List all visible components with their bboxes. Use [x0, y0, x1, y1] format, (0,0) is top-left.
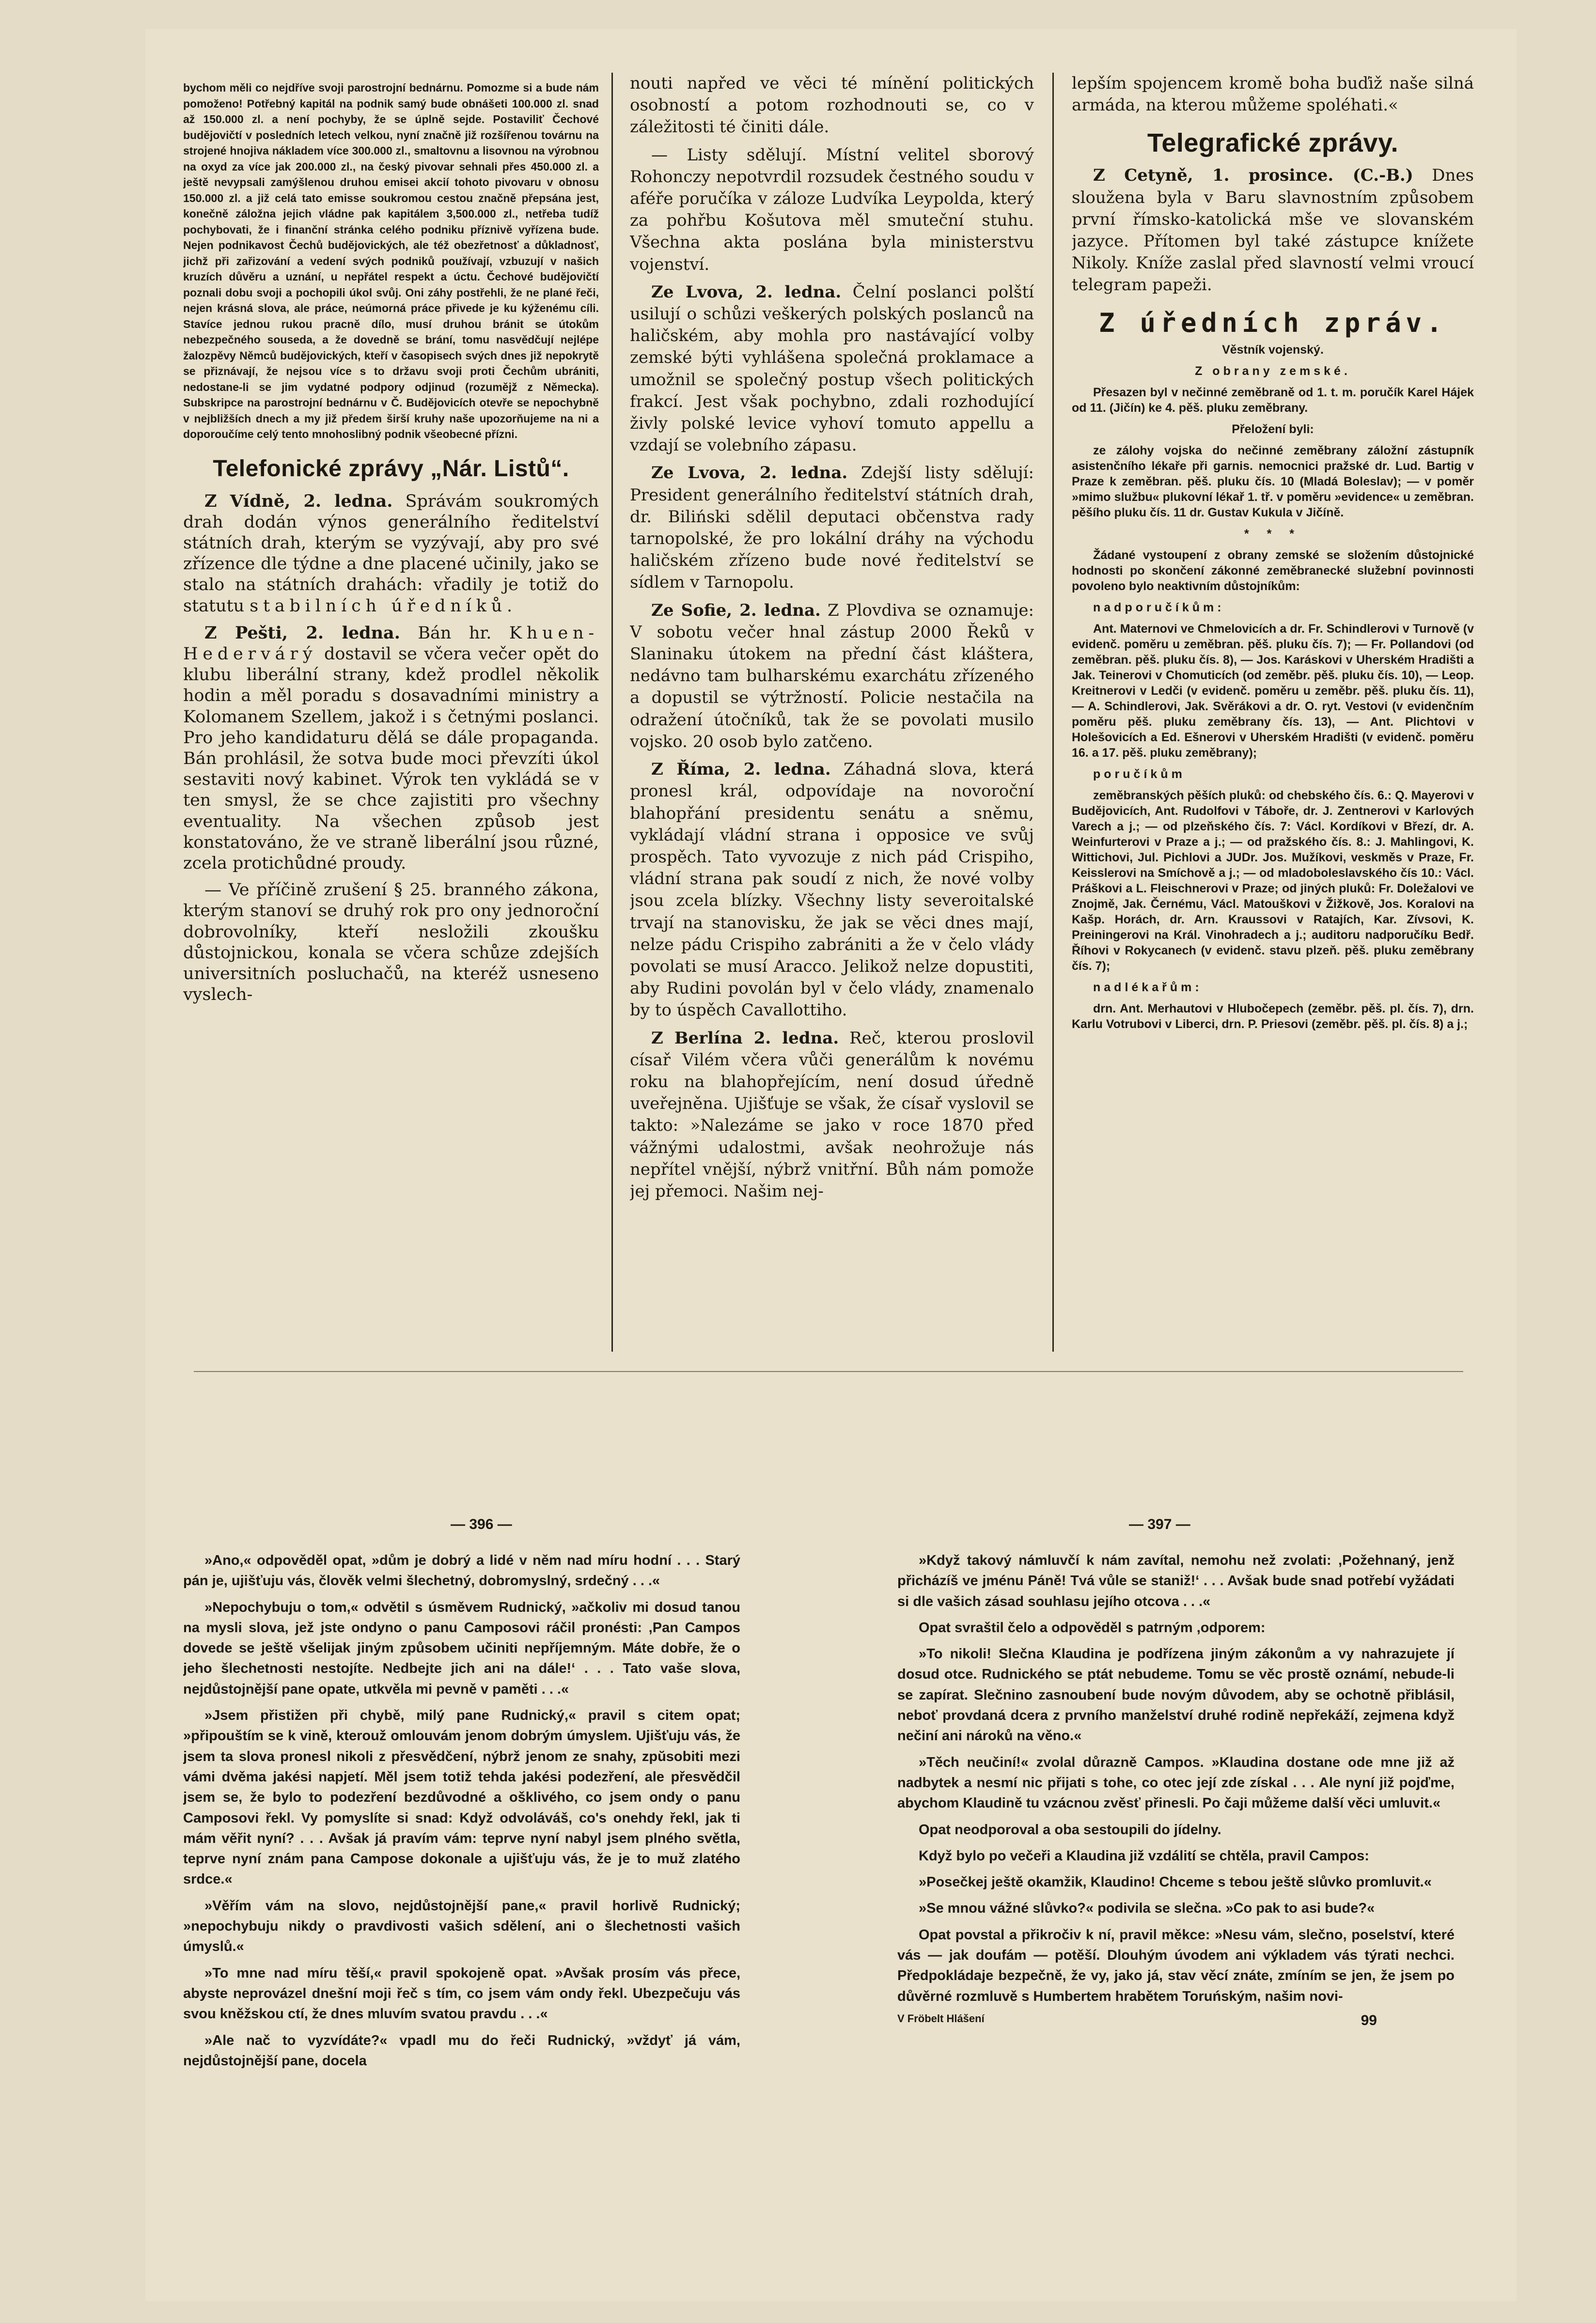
subheading-prelozeni: Přeložení byli: [1232, 422, 1314, 436]
notice-nadpor-names: Ant. Maternovi ve Chmelovicích a dr. Fr. Schindlerovi v Turnově (v evidenč. poměru u zeměbran. pěš. pluku čís. 7); — Fr. Pollandovi (od zeměbran. pěš. pluku čís. 8), — Jos. Karáskovi v Uherském Hradišti a Jak. Teinerovi v Chomuticích (od zeměbr. pěš. pluku čís. 10), — Leop. Kreitnerovi v Ledči (v evidenč. poměru u zeměbr. pěš. pluku čís. 11), — A. Schindlerovi, Jak. Svěrákovi a dr. O. ryt. Vestovi (v evidenčním poměru pěš. pluku zeměbrany čís. 13), — Ant. Plichtovi v Holešovicích a Ed. Ešnerovi v Uherském Hradišti (v evidenč. poměru 16. a 17. pěš. pluku zeměbrany); [1072, 622, 1474, 760]
heading-telegraficke-zpravy: Telegrafické zprávy. [1147, 128, 1399, 158]
heading-z-uradnich-zprav: Z úředních zpráv. [1099, 307, 1447, 338]
dateline-rim: Z Říma, 2. ledna. [651, 760, 831, 780]
notice-por-names: zeměbranských pěších pluků: od chebského čís. 6.: Q. Mayerovi v Budějovicích, Ant. Rudolfovi v Táboře, dr. J. Zentnerovi v Karlových Varech a j.; — od plzeňského čís. 7: Václ. Kordíkovi v Březí, dr. A. Weinfurterovi v Praze a j.; — od pražského čís. 8.: J. Mahlingovi, K. Wittichovi, Jul. Pichlovi a JUDr. Jos. Mužíkovi, veskměs v Praze, Fr. Keisslerovi na Smíchově a j.; — od mladoboleslavského čís 10.: Václ. Práškovi a L. Fleischnerovi v Praze; od jiných pluků: Fr. Doležalovi ve Znojmě, Jak. Černému, Václ. Matouškovi v Žižkově, Jos. Koralovi na Kašp. Horách, dr. Arn. Kraussovi v Ratajích, Kar. Zívsovi, K. Preiningerovi na Král. Vinohradech a j.; auditoru nadporučíku Bedř. Říhovi v Rokycanech (v evidenč. stavu plzeň. pěš. pluku zeměbrany čís. 7); [1072, 788, 1474, 973]
column-rule-1 [611, 73, 613, 1352]
list-nadporucikum: nadporučíkům: [1093, 600, 1225, 614]
subheading-z-obrany: Z obrany zemské. [1195, 364, 1351, 378]
dateline-lvov-2: Ze Lvova, 2. ledna. [651, 463, 848, 483]
feuilleton-left-p3: »Jsem přistižen při chybě, milý pane Rudnický,« pravil s citem opat; »připouštím se k vině, kterouž omlouvám jenom dobrým úmyslem. Ujišťuju vás, že jsem ta slova pronesl nikoli z přesvědčení, nýbrž jenom ze snahy, zpŭsobiti mezi vámi dvěma jakési napjetí. Měl jsem totiž tehda jakési podezření, ale přesvědčil jsem se, že bylo to podezření bezdůvodné a ošklivého, co jsem ondy o panu Camposovi řekl. Vy pomyslíte si snad: Když odvoláváš, co's onehdy řekl, jak ti mám věřit nyní? . . . Avšak já pravím vám: teprve nyní nabyl jsem plného světla, teprve nyní znám pana Campose dokonale a ujišťuju vás, že je to muž zlatého srdce.« [183, 1708, 740, 1887]
news-listy-continued: nouti napřed ve věci té mínění politických osobností a potom rozhodnouti se, co v záležitosti té činiti dále. [630, 74, 1034, 137]
dateline-cetyne: Z Cetyně, 1. prosince. (C.-B.) [1093, 166, 1413, 186]
column-3 [1072, 73, 1474, 1361]
dateline-pest: Z Pešti, 2. ledna. [204, 623, 400, 643]
news-continued-top: lepším spojencem kromě boha buďiž naše silná armáda, na kterou můžeme spoléhati.« [1072, 74, 1474, 115]
feuilleton-signature: V Fröbelt Hlášení 99 [897, 2012, 1377, 2028]
notice-nadlek-names: drn. Ant. Merhautovi v Hlubočepech (zeměbr. pěš. pl. čís. 7), drn. Karlu Votrubovi v Liberci, drn. P. Priesovi (zeměbr. pěš. pl. čís. 8) a j.; [1072, 1001, 1474, 1031]
feuilleton-right-p5: Opat neodporoval a oba sestoupili do jídelny. [919, 1822, 1221, 1838]
column-rule-2 [1052, 73, 1054, 1352]
notice-presazen: Přesazen byl v nečinné zeměbraně od 1. t. m. poručík Karel Hájek od 11. (Jičín) ke 4. pěš. pluku zeměbrany. [1072, 385, 1474, 415]
feuilleton-right-p1: »Když takový námluvčí k nám zavítal, nemohu než zvolati: ,Požehnaný, jenž přicházíš ve jménu Páně! Tvá vůle se staniž!‘ . . . Avšak bude snad potřebí vyžádati si dle vašich zásad souhlasu jejího otcova . . .« [897, 1553, 1455, 1609]
feuilleton-right-p4: »Těch neučiní!« zvolal důrazně Campos. »Klaudina dostane ode mne již až nadbytek a nesmí nic přijati s tohe, co otec její zde získal . . . Ale nyní již pojďme, abychom Klaudině tu vzácnou zvěsť přinesli. Po čaji můžeme další věci umluvit.« [897, 1754, 1455, 1811]
notice-zadane: Žádané vystoupení z obrany zemské se složením důstojnické hodnosti po skončení zákonné zeměbranecké služební povinnosti povoleno bylo neaktivním důstojníkům: [1072, 548, 1474, 593]
news-lvov-1: Ze Lvova, 2. ledna. Čelní poslanci polští usilují o schůzi veškerých polských poslanců na haličském, aby mohla pro nastávající volby zemské býti vyhlášena společná proklamace a umožnil se společný postup všech politických frakcí. Jest však pochybno, zdali rozhodující živly polské levice vyhoví tomuto appellu a vzdají se volebního zápasu. [630, 282, 1034, 455]
article-budvar-text: bychom měli co nejdříve svoji parostrojní bednárnu. Pomozme si a bude nám pomoženo! Potřebný kapitál na podnik samý bude obnášeti 100.000 zl. snad až 150.000 zl. a není pochyby, že se úplně sejde. Postaviliť Čechové budějovičtí v posledních letech velkou, nyní značně již rozšířenou továrnu na strojené hnojiva nákladem více 300.000 zl., smaltovnu a lisovnou na výrobnou na oxyd za více jak 200.000 zl., na český pivovar sehnali přes 450.000 zl. a ještě nevypsali zamýšlenou druhou emisei akcií tohoto pivovaru v obnosu 150.000 zl. a již celá tato emisse soukromou cestou značně přepsána jest, konečně záložna jejich vládne pak kapitálem 3,500.000 zl., netřeba tudíž pochybovati, že i finanční stránka celého podniku příznivě vyřízena bude. Nejen podnikavost Čechů budějovických, ale též obezřetnosť a důkladnosť, jichž při zařizování a vedení svých podniků používají, vzbuzují v našich kruzích důvěru a uznání, u nepřátel respekt a úctu. Čechové budějovičtí poznali dobu svoji a pochopili úkol svůj. Oni záhy postřehli, že ne plané řeči, nejen krásná slova, ale práce, neúmorná práce přivede je ku kýženému cíli. Stavíce jednou rukou pracně dílo, musí druhou bránit se útokům nebezpečného souseda, a že dovedně se brání, tomu nasvědčují nejlépe žalozpěvy Němců budějovických, kteří v časopisech svých dnes již nepokrytě se přiznávají, že nejsou více s to državu svoji proti Čechům ubrániti, nedostane-li se jim vydatné podpory odjinud (rozumějž z Německa). Subskripce na parostrojní bednárnu v Č. Budějovicích otevře se nepochybně v nejbližších dnech a my již předem širší kruhy naše upozorňujeme na ni a doporoučíme celý tento mnohoslibný podnik všeobecné přízni. [183, 81, 599, 440]
news-pest: Z Pešti, 2. ledna. Bán hr. Khuen-Hedervárý dostavil se včera večer opět do klubu liberální strany, kdež prodlel několik hodin a měl poradu s dosavadními ministry a Kolomanem Szellem, jakož i s četnými poslanci. Pro jeho kandidaturu dělá se dále propaganda. Bán prohlásil, že sotva bude moci převzíti úkol sestaviti nový kabinet. Výrok ten vykládá se v ten smysl, že se chce zajistiti pro všechny eventuality. Na všechen způsob jest konstatováno, že ve straně liberální jsou různé, zcela protichůdné proudy. [183, 623, 599, 873]
feuilleton-right-p8: »Se mnou vážné slůvko?« podivila se slečna. »Co pak to asi bude?« [919, 1901, 1375, 1917]
list-porucikum: poručíkům [1093, 767, 1186, 781]
feuilleton-left-p6: »Ale nač to vyzvídáte?« vpadl mu do řeči Rudnický, »vždyť já vám, nejdůstojnější pane, docela [183, 2032, 740, 2069]
news-viden: Z Vídně, 2. ledna. Správám soukromých drah dodán výnos generálního ředitelství státních drah, kterým se vyzývají, aby pro své zřízence dle týdne a dne placené učinily, jako se stalo na státních drahách: vřadily je totiž do statutu stabilních úředníků. [183, 491, 599, 616]
page-number-right: — 397 — [1129, 1516, 1190, 1532]
news-berlin: Z Berlína 2. ledna. Reč, kterou proslovil císař Vilém včera vůči generálům k novému roku na blahopřejícím, není dosud úředně uveřejněna. Ujišťuje se však, že císař vyslovil se takto: »Nalezáme se jako v roce 1870 před vážnými udalostmi, avšak neohrožuje nás nepřítel vnější, nýbrž vnitřní. Bůh nám pomože jej přemoci. Našim nej- [630, 1028, 1034, 1201]
column-2 [630, 73, 1034, 1294]
subheading-vestnik: Věstník vojenský. [1222, 343, 1324, 357]
column-1 [183, 80, 599, 1398]
news-sofie: Ze Sofie, 2. ledna. Z Plovdiva se oznamuje: V sobotu večer hnal zástup 2000 Řeků v Slaninaku útokem na přední část kláštera, nedávno tam bulharskému exarchátu zřízeného a dopustil se výtržností. Policie nestačila na odražení útočníků, tak že se povolati musilo vojsko. 20 osob bylo zatčeno. [630, 600, 1034, 751]
heading-telefonicke-zpravy: Telefonické zprávy „Nár. Listů“. [213, 455, 569, 482]
notice-zalohy: ze zálohy vojska do nečinné zeměbrany záložní zástupník asistenčního lékaře při garnis. nemocnici pražské dr. Lud. Bartig v Praze k zeměbran. pěš. pluku čís. 10 (Mladá Boleslav); — v poměr »mimo službu« plukovní lékař 1. tř. v poměru »evidence« u zeměbran. pěšího pluku čís. 11 dr. Gustav Kukula v Jičíně. [1072, 443, 1474, 519]
dateline-sofie: Ze Sofie, 2. ledna. [651, 600, 821, 620]
feuilleton-right [897, 1550, 1455, 2253]
feuilleton-left-p1: »Ano,« odpověděl opat, »dům je dobrý a lidé v něm nad míru hodní . . . Starý pán je, ujišťuju vás, člověk velmi šlechetný, dobromyslný, srdečný . . .« [183, 1553, 740, 1589]
dateline-viden: Z Vídně, 2. ledna. [204, 491, 393, 511]
feuilleton-left [183, 1550, 740, 2253]
news-brana: — Ve příčině zrušení § 25. branného zákona, kterým stanoví se druhý rok pro ony jednoroční dobrovolníky, kteří nesložili zkoušku důstojnickou, konala se včera schůze zdejších universitních posluchačů, na kteréž usneseno vyslech- [183, 880, 599, 1005]
feuilleton-right-p6: Když bylo po večeři a Klaudina již vzdálití se chtěla, pravil Campos: [919, 1848, 1369, 1864]
feuilleton-right-p3: »To nikoli! Slečna Klaudina je podřízena jiným zákonům a vy nahrazujete jí dosud otce. Rudnického se ptát nebudeme. Tomu se věc prostě oznámí, nebude-li se zapírat. Slečnino zasnoubení bude novým důvodem, aby se ochotně přiblásil, neboť provdaná dcera z prvního manželství druhé rodině nepřekáží, zejmena když nečiní ani nároků na věno.« [897, 1646, 1455, 1744]
dateline-lvov-1: Ze Lvova, 2. ledna. [651, 282, 842, 302]
list-nadlekarum: nadlékařům: [1093, 980, 1203, 994]
news-cetyne: Z Cetyně, 1. prosince. (C.-B.) Dnes sloužena byla v Baru slavnostním způsobem první římsko-katolická mše ve slovanském jazyce. Přítomen byl také zástupce knížete Nikoly. Kníže zaslal před slavností velmi vroucí telegram papeži. [1072, 166, 1474, 295]
feuilleton-left-p4: »Věřím vám na slovo, nejdůstojnější pane,« pravil horlivě Rudnický; »nepochybuju nikdy o pravdivosti vašich sdělení, ani o šlechetnosti vašich úmyslů.« [183, 1898, 740, 1955]
news-listy-sdeluji: — Listy sdělují. Místní velitel sborový Rohonczy nepotvrdil rozsudek čestného soudu v aféře poručíka v záloze Ludvíka Leypolda, který za pohřbu Košutova měl smuteční stuhu. Všechna akta poslána byla ministerstvu vojenství. [630, 145, 1034, 274]
feuilleton-left-p2: »Nepochybuju o tom,« odvětil s úsměvem Rudnický, »ačkoliv mi dosud tanou na mysli slova, jež jste ondyno o panu Camposovi ráčil pronésti: ,Pan Campos dovede se ještě všelijak jiným způsobem učiniti nepříjemným. Máte dobře, že o jeho šlechetnosti nestojíte. Nedbejte jich ani na dále!‘ . . . Tato vaše slova, nejdůstojnější pane opate, utkvěla mi pevně v paměti . . .« [183, 1599, 740, 1697]
news-lvov-2: Ze Lvova, 2. ledna. Zdejší listy sdělují: President generálního ředitelství státních drah, dr. Biliński sdělil deputaci občenstva rady tarnopolské, že pro lokální dráhy na východu haličském zřízeno bude nové ředitelství se sídlem v Tarnopolu. [630, 463, 1034, 592]
stars-divider: * * * [1244, 527, 1302, 541]
feuilleton-right-p2: Opat svraštil čelo a odpověděl s patrným ,odporem: [919, 1620, 1266, 1636]
feuilleton-right-p7: »Posečkej ještě okamžik, Klaudino! Chceme s tebou ještě slůvko promluvit.« [919, 1874, 1432, 1890]
news-rim: Z Říma, 2. ledna. Záhadná slova, která pronesl král, odpovídaje na novoroční blahopřání presidentu senátu a sněmu, vykládají vládní strana i opposice ve svůj prospěch. Tato vyvozuje z nich pád Crispiho, vládní strana pak soudí z nich, že nové volby jsou zcela blízky. Všechny listy severoitalské trvají na stanovisku, že jak se věci dnes mají, nelze pádu Crispiho zabrániti a že v čelo vlády povolati se musí Aracco. Jelikož nelze dopustiti, aby Rudini povolán byl v čelo vlády, znamenalo by to úspěch Cavallottiho. [630, 760, 1034, 1020]
page-number-left: — 396 — [451, 1516, 512, 1532]
feuilleton-right-p9: Opat povstal a přikročiv k ní, pravil měkce: »Nesu vám, slečno, poselství, které vás — jak doufám — potěší. Dlouhým úvodem ani výkladem vás týrati nechci. Předpokládaje bezpečně, že vy, jako já, stav věcí znáte, zmíním se jen, že jsem po důvěrné rozmluvě s Humbertem hrabětem Toruńským, našim novi- [897, 1927, 1455, 2004]
feuilleton-left-p5: »To mne nad míru těší,« pravil spokojeně opat. »Avšak prosím vás přece, abyste neprovázel dnešní moji řeč s tím, co jsem vám ondy řekl. Ubezpečuju vás svou kněžskou ctí, že dnes mluvím svatou pravdu . . .« [183, 1965, 740, 2022]
dateline-berlin: Z Berlína 2. ledna. [651, 1028, 839, 1048]
